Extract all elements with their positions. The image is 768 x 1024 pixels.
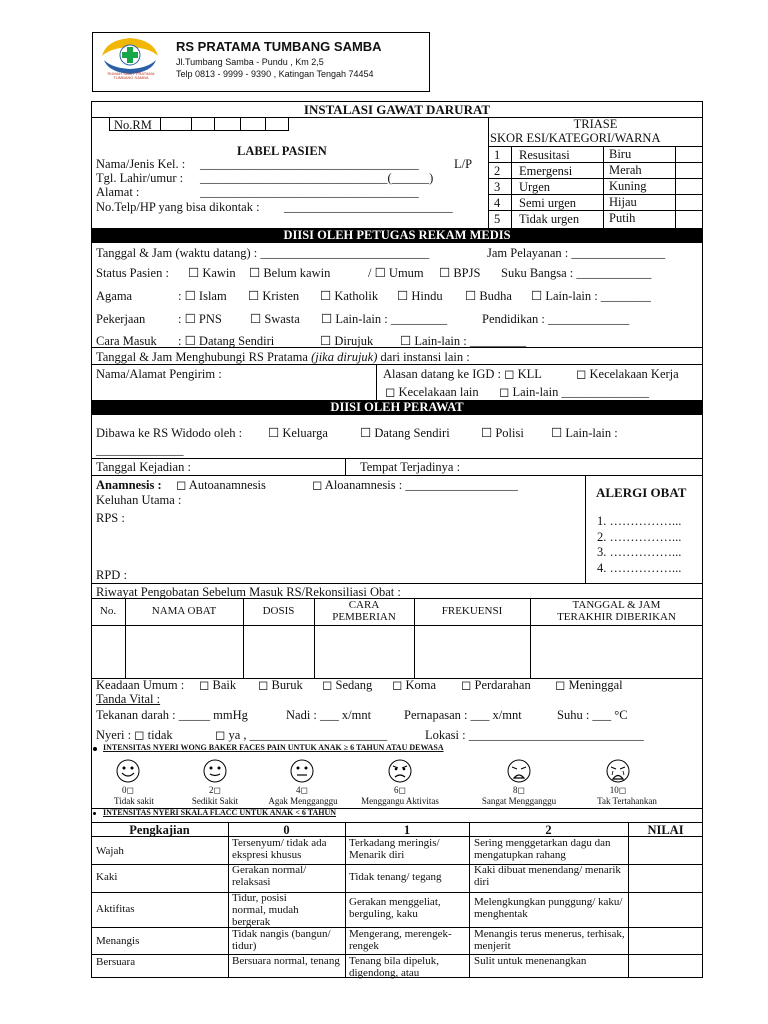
flacc-col-pengkajian: Pengkajian [129, 823, 190, 837]
nyeri-tidak-checkbox[interactable]: Nyeri : ◻ tidak [96, 728, 173, 742]
keadaan-meninggal-checkbox[interactable]: ◻ Meninggal [555, 678, 623, 692]
alergi-item-2: 2. ……………... [597, 530, 682, 544]
cara-masuk-lain-checkbox[interactable]: ☐ Lain-lain : _________ [400, 334, 527, 348]
anamnesis-label: Anamnesis : [96, 478, 162, 492]
face-4-label: Agak Mengganggu [268, 796, 338, 806]
face-4-checkbox[interactable]: 4◻ [296, 785, 308, 795]
rekam-medis-bar: DIISI OLEH PETUGAS REKAM MEDIS [91, 228, 703, 243]
telp-line: ___________________________ [284, 200, 453, 214]
nyeri-ya-checkbox[interactable]: ◻ ya , ______________________ [215, 728, 388, 742]
flacc-bullet [93, 812, 96, 815]
rps-label: RPS : [96, 511, 125, 525]
face-hurts-whole-lot-icon [507, 759, 531, 783]
agama-label: Agama [96, 289, 133, 303]
flacc-col-2: 2 [545, 823, 552, 837]
alasan-kll-checkbox[interactable]: Alasan datang ke IGD : ◻ KLL [383, 367, 542, 381]
pengirim-label: Nama/Alamat Pengirim : [96, 367, 222, 381]
keadaan-perdarahan-checkbox[interactable]: ◻ Perdarahan [461, 678, 531, 692]
obat-col-cara: CARA [348, 599, 380, 611]
status-umum-checkbox[interactable]: / ☐ Umum [368, 266, 424, 280]
face-0-label: Tidak sakit [114, 796, 154, 806]
face-hurts-more-icon [290, 759, 314, 783]
flacc-col-1: 1 [403, 823, 411, 837]
keadaan-umum-label: Keadaan Umum : [96, 678, 185, 692]
menghubungi-label: Tanggal & Jam Menghubungi RS Pratama (jika dirujuk) dari instansi lain : [96, 350, 470, 364]
jenis-kelamin-lp: L/P [454, 157, 473, 171]
kecelakaan-kerja-checkbox[interactable]: ◻ Kecelakaan Kerja [576, 367, 679, 381]
alergi-item-1: 1. ……………... [597, 514, 682, 528]
obat-col-pemberian: PEMBERIAN [332, 611, 396, 623]
hospital-phone: Telp 0813 - 9999 - 9390 , Katingan Tengah 74454 [176, 69, 374, 79]
agama-budha-checkbox[interactable]: ☐ Budha [465, 289, 512, 303]
pekerjaan-lain-checkbox[interactable]: ☐ Lain-lain : _________ [321, 312, 448, 326]
dibawa-lain-checkbox[interactable]: ☐ Lain-lain : [551, 426, 618, 440]
pekerjaan-label: Pekerjaan [96, 312, 146, 326]
wong-baker-bullet [93, 747, 97, 751]
status-kawin-checkbox[interactable]: ☐ Kawin [188, 266, 236, 280]
keadaan-baik-checkbox[interactable]: ◻ Baik [199, 678, 237, 692]
rpd-label: RPD : [96, 568, 127, 582]
tgl-lahir-label: Tgl. Lahir/umur : [96, 171, 184, 185]
face-hurts-even-more-icon [388, 759, 412, 783]
face-0-checkbox[interactable]: 0◻ [122, 785, 134, 795]
perawat-bar: DIISI OLEH PERAWAT [91, 400, 703, 415]
status-bpjs-checkbox[interactable]: ☐ BPJS [439, 266, 481, 280]
obat-col-nama: NAMA OBAT [151, 605, 217, 617]
dibawa-sendiri-checkbox[interactable]: ☐ Datang Sendiri [360, 426, 450, 440]
aloanamnesis-checkbox[interactable]: ◻ Aloanamnesis : __________________ [312, 478, 518, 492]
alamat-line: ___________________________________ [200, 185, 419, 199]
tanda-vital-label: Tanda Vital : [96, 692, 161, 706]
alergi-item-4: 4. ……………... [597, 561, 682, 575]
jam-pelayanan: Jam Pelayanan : _______________ [487, 246, 666, 260]
face-6-label: Menggangu Aktivitas [361, 796, 439, 806]
autoanamnesis-checkbox[interactable]: ◻ Autoanamnesis [176, 478, 266, 492]
face-hurts-little-icon [203, 759, 227, 783]
dibawa-polisi-checkbox[interactable]: ☐ Polisi [481, 426, 524, 440]
dibawa-label: Dibawa ke RS Widodo oleh : [96, 426, 243, 440]
label-pasien: LABEL PASIEN [237, 144, 327, 158]
agama-katholik-checkbox[interactable]: ☐ Katholik [320, 289, 379, 303]
flacc-col-0: 0 [283, 823, 290, 837]
suku-bangsa: Suku Bangsa : ____________ [501, 266, 652, 280]
tanggal-datang: Tanggal & Jam (waktu datang) : ___________________________ [96, 246, 430, 260]
face-8-checkbox[interactable]: 8◻ [513, 785, 525, 795]
tekanan-darah: Tekanan darah : _____ mmHg [96, 708, 248, 722]
triase-title: TRIASE [573, 117, 618, 131]
hospital-address: Jl.Tumbang Samba - Pundu , Km 2,5 [176, 57, 324, 67]
status-belum-kawin-checkbox[interactable]: ☐ Belum kawin [249, 266, 331, 280]
agama-kristen-checkbox[interactable]: ☐ Kristen [248, 289, 300, 303]
pekerjaan-pns-checkbox[interactable]: : ☐ PNS [178, 312, 222, 326]
face-6-checkbox[interactable]: 6◻ [394, 785, 406, 795]
pekerjaan-swasta-checkbox[interactable]: ☐ Swasta [250, 312, 300, 326]
flacc-col-nilai: NILAI [647, 823, 684, 837]
dibawa-keluarga-checkbox[interactable]: ☐ Keluarga [268, 426, 328, 440]
cara-masuk-datang-checkbox[interactable]: : ☐ Datang Sendiri [178, 334, 275, 348]
face-2-label: Sedikit Sakit [191, 796, 239, 806]
wong-baker-title: INTENSITAS NYERI WONG BAKER FACES PAIN UNTUK ANAK ≥ 6 TAHUN ATAU DEWASA [103, 743, 444, 752]
face-10-checkbox[interactable]: 10◻ [609, 785, 627, 795]
obat-col-terakhir: TERAKHIR DIBERIKAN [557, 611, 676, 623]
pernapasan: Pernapasan : ___ x/mnt [404, 708, 522, 722]
obat-col-no: No. [99, 605, 117, 617]
triase-subtitle: SKOR ESI/KATEGORI/WARNA [490, 131, 661, 145]
norm-label: No.RM [114, 118, 152, 132]
agama-islam-checkbox[interactable]: : ☐ Islam [178, 289, 227, 303]
alasan-lain-checkbox[interactable]: ◻ Lain-lain ______________ [499, 385, 649, 399]
obat-col-tanggal: TANGGAL & JAM [572, 599, 661, 611]
keadaan-buruk-checkbox[interactable]: ◻ Buruk [258, 678, 303, 692]
status-pasien-label: Status Pasien : [96, 266, 169, 280]
nama-line: ___________________________________ [200, 157, 419, 171]
face-no-pain-icon [116, 759, 140, 783]
hospital-name: RS PRATAMA TUMBANG SAMBA [176, 39, 382, 54]
keadaan-sedang-checkbox[interactable]: ◻ Sedang [322, 678, 373, 692]
logo-text: RUMAH SAKIT PRATAMA TUMBANG SAMBA [107, 71, 155, 81]
keluhan-utama: Keluhan Utama : [96, 493, 182, 507]
tgl-lahir-line: ______________________________(______) [200, 171, 434, 185]
agama-lain-checkbox[interactable]: ☐ Lain-lain : ________ [531, 289, 651, 303]
obat-col-frekuensi: FREKUENSI [441, 605, 503, 617]
kecelakaan-lain-checkbox[interactable]: ◻ Kecelakaan lain [385, 385, 479, 399]
alamat-label: Alamat : [96, 185, 140, 199]
alergi-obat-title: ALERGI OBAT [596, 485, 687, 500]
cara-masuk-label: Cara Masuk [96, 334, 157, 348]
nadi: Nadi : ___ x/mnt [286, 708, 372, 722]
pendidikan: Pendidikan : _____________ [482, 312, 630, 326]
obat-col-dosis: DOSIS [262, 605, 295, 617]
agama-hindu-checkbox[interactable]: ☐ Hindu [397, 289, 443, 303]
face-10-label: Tak Tertahankan [597, 796, 657, 806]
cara-masuk-dirujuk-checkbox[interactable]: ☐ Dirujuk [320, 334, 374, 348]
face-8-label: Sangat Mengganggu [481, 796, 557, 806]
alergi-item-3: 3. ……………... [597, 545, 682, 559]
keadaan-koma-checkbox[interactable]: ◻ Koma [392, 678, 437, 692]
form-title: INSTALASI GAWAT DARURAT [303, 102, 491, 117]
nama-label: Nama/Jenis Kel. : [96, 157, 186, 171]
riwayat-pengobatan: Riwayat Pengobatan Sebelum Masuk RS/Rekonsiliasi Obat : [96, 585, 401, 599]
suhu: Suhu : ___ °C [557, 708, 628, 722]
tempat-kejadian: Tempat Terjadinya : [360, 460, 461, 474]
face-2-checkbox[interactable]: 2◻ [209, 785, 221, 795]
face-hurts-worst-icon [606, 759, 630, 783]
flacc-title: INTENSITAS NYERI SKALA FLACC UNTUK ANAK < 6 TAHUN [103, 808, 337, 817]
tanggal-kejadian: Tanggal Kejadian : [96, 460, 191, 474]
telp-label: No.Telp/HP yang bisa dikontak : [96, 200, 260, 214]
lokasi-nyeri: Lokasi : ____________________________ [425, 728, 644, 742]
dibawa-lain-line: ______________ [96, 443, 184, 457]
